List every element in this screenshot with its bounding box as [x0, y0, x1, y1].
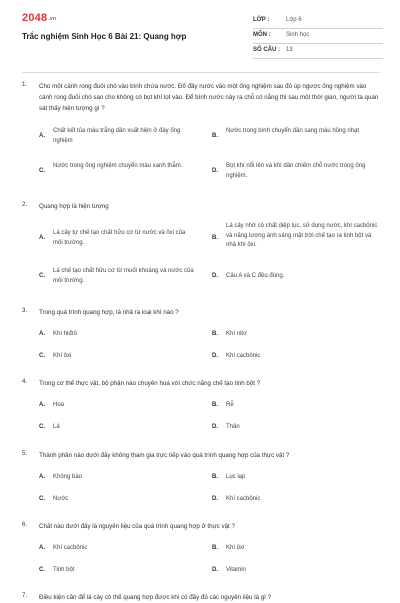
meta-class	[253, 14, 383, 29]
option-text: Khí ôxi	[53, 353, 72, 359]
option-letter: C.	[39, 496, 45, 502]
option-letter: B.	[212, 133, 218, 139]
option-text: Tinh bột	[53, 567, 75, 573]
option-letter: D.	[212, 273, 218, 279]
option-text: Khí ôxi	[226, 545, 245, 551]
option-text: Khí nitơ	[226, 331, 247, 337]
question-number: 4.	[22, 378, 28, 385]
question-number: 3.	[22, 307, 28, 314]
question-text: Cho một cành rong đuôi chó vào bình chứa nước. Đổ đầy nước vào một ống nghiệm sau đó úp ngược ống nghiệm vào cành rong đuôi chó sao cho không có bọt khí lọt vào. Để bình nước này ra chỗ có nắng thì sau một thời gian, người ta quan sát thấy hiện tượng gì ?	[39, 83, 379, 112]
option-text: Lá chế tạo chất hữu cơ từ muối khoáng và nước của môi trường.	[53, 268, 194, 284]
option-letter: B.	[212, 331, 218, 337]
option-text: Câu A và C đều đúng.	[226, 273, 285, 279]
question-text: Điều kiện cần để lá cây có thể quang hợp được khi có đầy đủ các nguyên liệu là gì ?	[39, 594, 272, 601]
option-letter: A.	[39, 331, 45, 337]
logo-suffix: .vn	[48, 16, 57, 22]
option-letter: A.	[39, 235, 45, 241]
option-text: Lá cây tự chế tạo chất hữu cơ từ nước và ôxi của môi trường.	[53, 230, 186, 246]
meta-question-count	[253, 44, 383, 59]
page-title: Trắc nghiệm Sinh Học 6 Bài 21: Quang hợp	[22, 32, 187, 41]
option-text: Lá	[53, 424, 60, 430]
option-letter: C.	[39, 567, 45, 573]
header-divider	[22, 72, 380, 73]
option-letter: D.	[212, 496, 218, 502]
option-text: Nước trong ống nghiệm chuyển màu xanh thẫm.	[53, 163, 183, 169]
option-letter: C.	[39, 273, 45, 279]
option-text: Khí cacbônic	[226, 353, 261, 359]
option-letter: A.	[39, 474, 45, 480]
meta-label: MÔN :	[253, 32, 271, 38]
meta-value: Lớp 6	[286, 17, 302, 23]
option-letter: D.	[212, 567, 218, 573]
question-text: Thành phần nào dưới đây không tham gia trực tiếp vào quá trình quang hợp của thực vật ?	[39, 452, 290, 459]
option-letter: B.	[212, 235, 218, 241]
option-text: Hoa	[53, 402, 65, 408]
option-letter: C.	[39, 353, 45, 359]
question-number: 1.	[22, 81, 28, 88]
option-letter: D.	[212, 424, 218, 430]
question-number: 6.	[22, 521, 28, 528]
option-text: Chất kết tủa màu trắng dần xuất hiện ở đáy ống nghiệm	[53, 128, 181, 144]
question-number: 5.	[22, 450, 28, 457]
page-header	[0, 0, 400, 68]
option-letter: A.	[39, 402, 45, 408]
logo-text: 2048	[22, 12, 48, 24]
option-text: Lá cây nhờ có chất diệp lục, sử dụng nước, khí cacbônic và năng lượng ánh sáng mặt trời chế tạo ra tinh bột và nhả khí ôxi.	[226, 223, 378, 248]
question-number: 7.	[22, 592, 28, 599]
option-text: Nước trong bình chuyển dần sang màu hồng nhạt	[226, 128, 360, 134]
option-text: Bọt khí nổi lên và khí dần chiếm chỗ nước trong ống nghiệm.	[226, 163, 366, 179]
question-text: Trong cơ thể thực vật, bộ phận nào chuyên hoá với chức năng chế tạo tinh bột ?	[39, 380, 261, 387]
option-letter: D.	[212, 353, 218, 359]
option-text: Thân	[226, 424, 240, 430]
meta-value: Sinh học	[286, 32, 310, 38]
option-text: Khí cacbônic	[53, 545, 88, 551]
question-text: Quang hợp là hiện tượng	[39, 203, 109, 210]
option-letter: D.	[212, 168, 218, 174]
option-text: Khí cacbônic	[226, 496, 261, 502]
question-text: Chất nào dưới đây là nguyên liệu của quá trình quang hợp ở thực vật ?	[39, 523, 235, 530]
option-letter: C.	[39, 168, 45, 174]
question-number: 2.	[22, 201, 28, 208]
option-text: Vitamin	[226, 567, 246, 573]
option-letter: A.	[39, 133, 45, 139]
option-text: Khí hiđrô	[53, 331, 78, 337]
option-text: Nước	[53, 496, 69, 502]
meta-label: LỚP :	[253, 17, 270, 23]
option-letter: B.	[212, 402, 218, 408]
question-text: Trong quá trình quang hợp, lá nhả ra loại khí nào ?	[39, 309, 179, 316]
option-letter: B.	[212, 474, 218, 480]
option-letter: C.	[39, 424, 45, 430]
option-letter: B.	[212, 545, 218, 551]
site-logo[interactable]	[22, 12, 56, 24]
option-text: Lục lạp	[226, 474, 246, 480]
meta-label: SỐ CÂU :	[253, 47, 280, 53]
option-text: Rễ	[226, 402, 234, 408]
option-letter: A.	[39, 545, 45, 551]
meta-value: 13	[286, 47, 293, 53]
option-text: Không bào	[53, 474, 83, 480]
meta-subject	[253, 29, 383, 44]
